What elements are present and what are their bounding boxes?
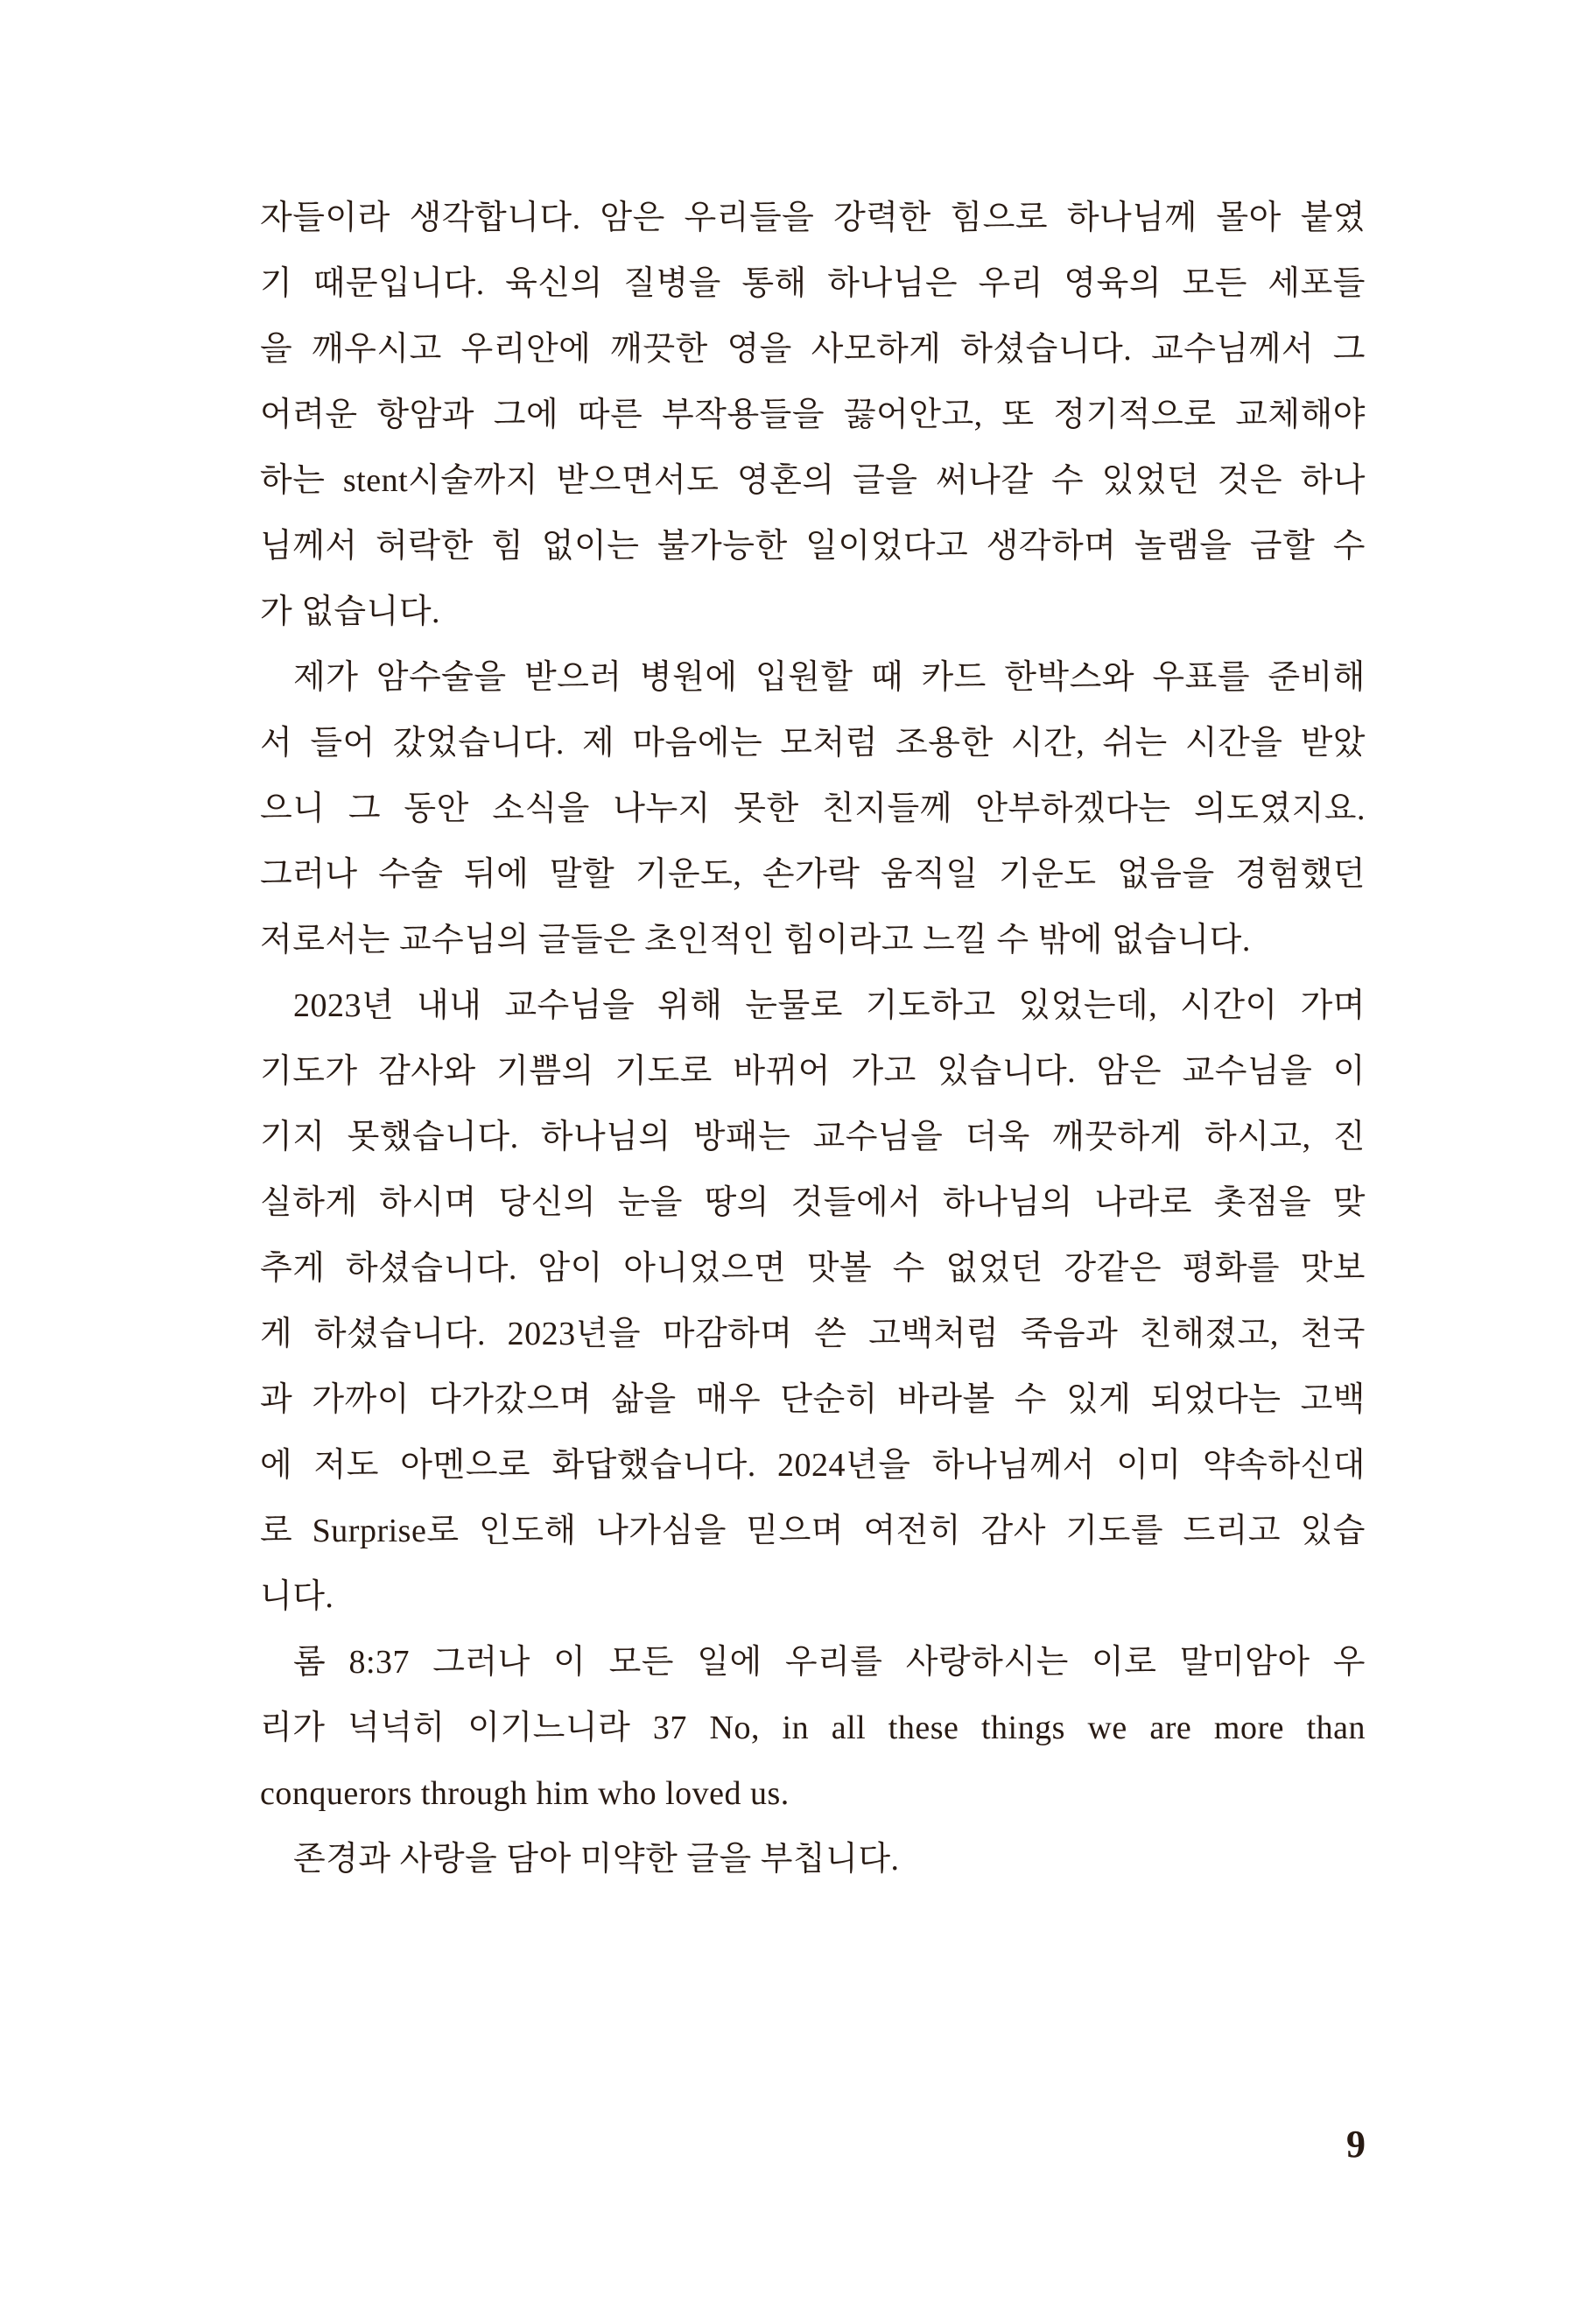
page-number: 9 [1346,2123,1366,2166]
text-line: 2023년 내내 교수님을 위해 눈물로 기도하고 있었는데, 시간이 가며 [293,987,1366,1024]
body-text [260,186,1366,1892]
text-line: 존경과 사랑을 담아 미약한 글을 부칩니다. [293,1841,900,1878]
text-line: 으니 그 동안 소식을 나누지 못한 친지들께 안부하겠다는 의도였지요. [260,790,1366,827]
text-line: 기 때문입니다. 육신의 질병을 통해 하나님은 우리 영육의 모든 세포들 [260,265,1366,302]
text-line: 저로서는 교수님의 글들은 초인적인 힘이라고 느낄 수 밖에 없습니다. [260,922,1251,958]
text-line: 실하게 하시며 당신의 눈을 땅의 것들에서 하나님의 나라로 촛점을 맞 [260,1184,1366,1221]
text-line: 님께서 허락한 힘 없이는 불가능한 일이었다고 생각하며 놀램을 금할 수 [260,528,1366,565]
text-line: 니다. [260,1578,334,1615]
text-line: 리가 넉넉히 이기느니라 37 No, in all these things we are more than [260,1710,1366,1746]
text-line: 어려운 항암과 그에 따른 부작용들을 끓어안고, 또 정기적으로 교체해야 [260,397,1366,433]
text-line: 서 들어 갔었습니다. 제 마음에는 모처럼 조용한 시간, 쉬는 시간을 받았 [260,725,1366,762]
text-line: 자들이라 생각합니다. 암은 우리들을 강력한 힘으로 하나님께 몰아 붙였 [260,200,1366,236]
text-line: 롬 8:37 그러나 이 모든 일에 우리를 사랑하시는 이로 말미암아 우 [293,1644,1366,1681]
text-line: 로 Surprise로 인도해 나가심을 믿으며 여전히 감사 기도를 드리고 있습 [260,1513,1366,1549]
text-line: 을 깨우시고 우리안에 깨끗한 영을 사모하게 하셨습니다. 교수님께서 그 [260,331,1366,368]
text-line: 그러나 수술 뒤에 말할 기운도, 손가락 움직일 기운도 없음을 경험했던 [260,856,1366,893]
text-line: conquerors through him who loved us. [260,1775,790,1812]
text-line: 기지 못했습니다. 하나님의 방패는 교수님을 더욱 깨끗하게 하시고, 진 [260,1119,1366,1155]
text-line: 제가 암수술을 받으러 병원에 입원할 때 카드 한박스와 우표를 준비해 [293,659,1366,696]
text-line: 가 없습니다. [260,593,441,630]
text-line: 에 저도 아멘으로 화답했습니다. 2024년을 하나님께서 이미 약속하신대 [260,1447,1366,1484]
text-line: 하는 stent시술까지 받으면서도 영혼의 글을 써나갈 수 있었던 것은 하나 [260,462,1366,499]
text-line: 추게 하셨습니다. 암이 아니었으면 맛볼 수 없었던 강같은 평화를 맛보 [260,1250,1366,1287]
text-line: 게 하셨습니다. 2023년을 마감하며 쓴 고백처럼 죽음과 친해졌고, 천국 [260,1316,1366,1352]
text-line: 기도가 감사와 기쁨의 기도로 바뀌어 가고 있습니다. 암은 교수님을 이 [260,1053,1366,1090]
text-line: 과 가까이 다가갔으며 삶을 매우 단순히 바라볼 수 있게 되었다는 고백 [260,1381,1366,1418]
